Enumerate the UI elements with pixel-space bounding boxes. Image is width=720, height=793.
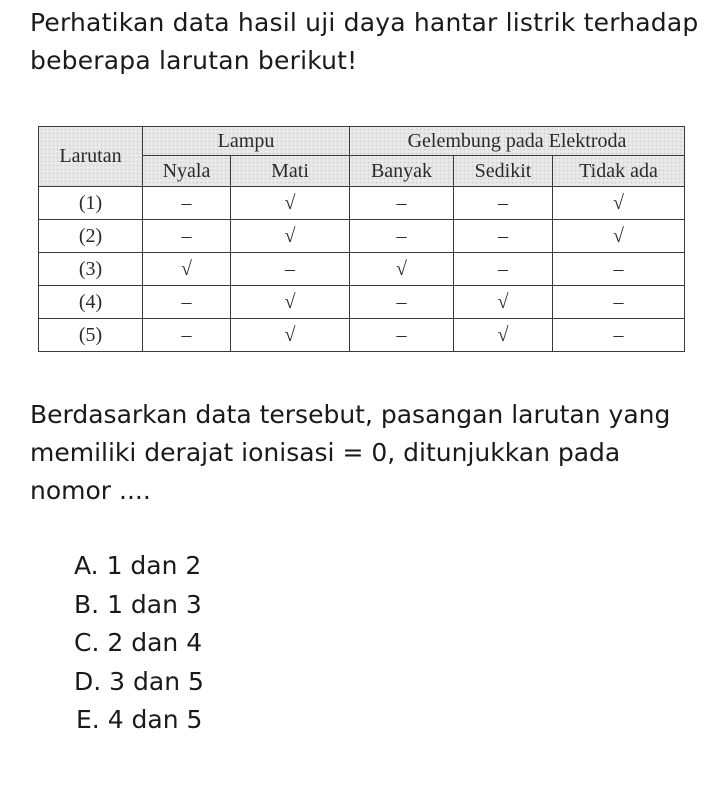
table-cell: √ [231,286,350,319]
table-row [39,319,685,352]
question-text: Berdasarkan data tersebut, pasangan larutan yang memiliki derajat ionisasi = 0, ditunjukkan pada nomor .... [30,400,671,505]
table-cell: √ [143,253,231,286]
table-cell: – [143,319,231,352]
option-letter: C. [74,628,100,657]
conductivity-table [38,126,685,352]
option-b[interactable] [74,586,204,625]
table-row [39,286,685,319]
option-d[interactable] [74,663,204,702]
table-cell: – [350,220,454,253]
table-cell: √ [350,253,454,286]
answer-options [74,547,204,740]
table-cell: – [143,187,231,220]
row-label: (2) [39,220,143,253]
subheader-mati: Mati [231,156,350,187]
option-text: 2 dan 4 [107,628,203,657]
table-cell: – [350,286,454,319]
subheader-sedikit: Sedikit [454,156,553,187]
intro-text: Perhatikan data hasil uji daya hantar listrik terhadap beberapa larutan berikut! [30,8,699,75]
row-label: (5) [39,319,143,352]
table-cell: – [454,253,553,286]
subheader-banyak: Banyak [350,156,454,187]
table-cell: – [553,253,685,286]
row-label: (1) [39,187,143,220]
subheader-tidak-ada: Tidak ada [553,156,685,187]
table-cell: √ [553,220,685,253]
row-label: (3) [39,253,143,286]
table-cell: √ [231,187,350,220]
row-label: (4) [39,286,143,319]
table-cell: – [350,319,454,352]
table-cell: – [454,187,553,220]
option-letter: E. [76,705,100,734]
table-cell: – [553,286,685,319]
table-cell: √ [231,319,350,352]
table-row [39,187,685,220]
option-c[interactable] [74,624,204,663]
table-cell: √ [454,286,553,319]
header-larutan: Larutan [39,127,143,187]
table-cell: – [231,253,350,286]
option-text: 1 dan 2 [106,551,202,580]
option-letter: D. [74,666,102,696]
table-cell: – [454,220,553,253]
table-cell: √ [553,187,685,220]
option-text: 3 dan 5 [109,666,204,696]
table-cell: – [143,286,231,319]
table-row [39,253,685,286]
option-letter: A. [74,551,99,580]
option-a[interactable] [74,547,204,586]
option-text: 4 dan 5 [107,705,203,734]
table-cell: – [553,319,685,352]
data-table-container [38,126,684,352]
subheader-nyala: Nyala [143,156,231,187]
table-cell: √ [231,220,350,253]
header-gelembung: Gelembung pada Elektroda [350,127,685,156]
option-e[interactable] [74,701,204,740]
table-cell: – [143,220,231,253]
header-lampu: Lampu [143,127,350,156]
option-text: 1 dan 3 [107,589,202,619]
option-letter: B. [74,589,100,619]
table-cell: – [350,187,454,220]
table-cell: √ [454,319,553,352]
table-row [39,220,685,253]
